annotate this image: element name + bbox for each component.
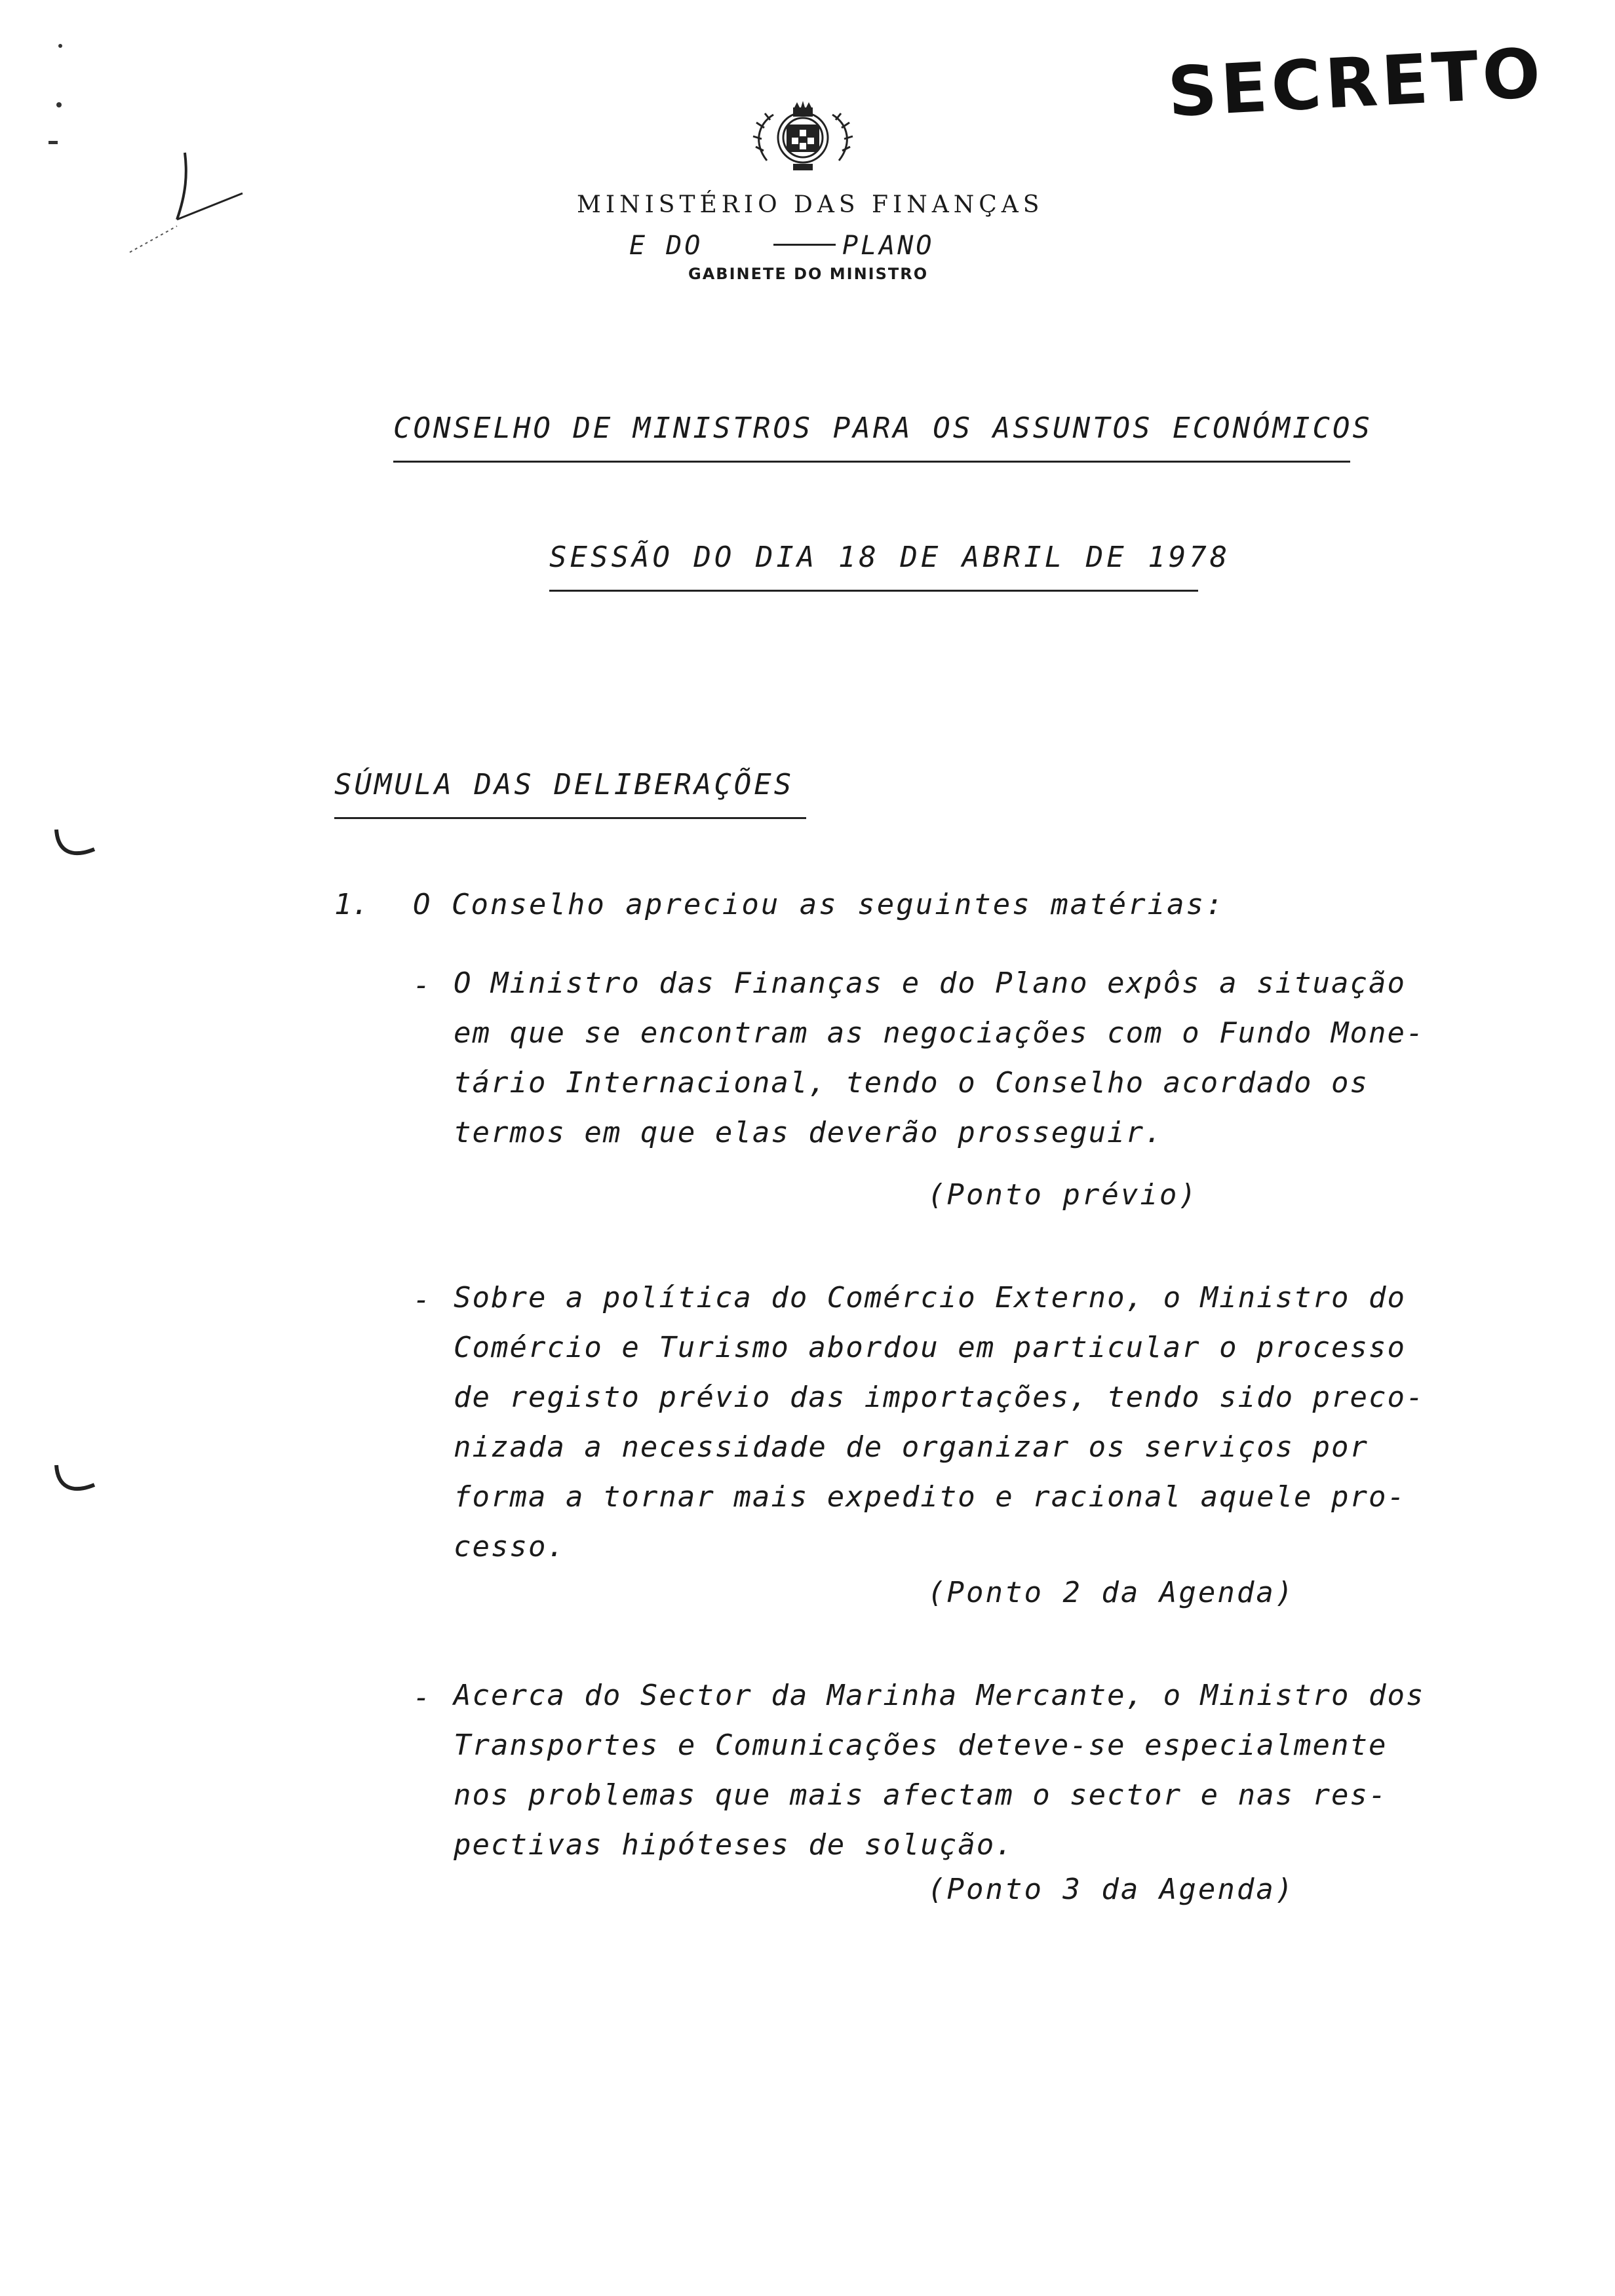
ministry-name: MINISTÉRIO DAS FINANÇAS [577, 191, 1044, 218]
council-underline [393, 461, 1350, 463]
item-number: 1. [334, 888, 369, 921]
item-intro: O Conselho apreciou as seguintes matérias: [413, 888, 1225, 921]
secret-stamp: SECRETO [1165, 33, 1546, 133]
coat-of-arms-icon [747, 98, 859, 177]
paragraph-line: Transportes e Comunicações deteve-se especialmente [454, 1729, 1388, 1762]
paragraph-line: nos problemas que mais afectam o sector e nas res- [454, 1778, 1388, 1812]
list-item [454, 1671, 1476, 1870]
paragraph-line: pectivas hipóteses de solução. [454, 1828, 1014, 1862]
ministry-line2-right: PLANO [842, 231, 935, 261]
margin-dots [46, 39, 72, 151]
agenda-reference: (Ponto prévio) [927, 1178, 1198, 1212]
paragraph-line: nizada a necessidade de organizar os serviços por [454, 1430, 1369, 1464]
paragraph-line: Comércio e Turismo abordou em particular o processo [454, 1331, 1407, 1364]
list-bullet: - [413, 1681, 431, 1714]
paragraph-line: Acerca do Sector da Marinha Mercante, o Ministro dos [454, 1679, 1425, 1712]
paragraph-line: Sobre a política do Comércio Externo, o Ministro do [454, 1281, 1407, 1314]
list-item [454, 959, 1476, 1158]
paragraph-line: O Ministro das Finanças e do Plano expôs a situação [454, 966, 1407, 1000]
session-underline [549, 590, 1198, 592]
handwritten-checkmark-icon [125, 147, 256, 259]
handwritten-tick-icon [52, 826, 98, 865]
paragraph-line: forma a tornar mais expedito e racional aquele pro- [454, 1480, 1407, 1514]
list-item [454, 1273, 1476, 1572]
section-heading: SÚMULA DAS DELIBERAÇÕES [334, 768, 794, 801]
session-title: SESSÃO DO DIA 18 DE ABRIL DE 1978 [549, 541, 1231, 574]
section-heading-underline [334, 817, 806, 819]
paragraph-line: de registo prévio das importações, tendo sido preco- [454, 1381, 1425, 1414]
paragraph-line: em que se encontram as negociações com o Fundo Mone- [454, 1016, 1425, 1050]
paragraph-line: termos em que elas deverão prosseguir. [454, 1116, 1163, 1149]
paragraph-line: cesso. [454, 1530, 566, 1563]
ministry-dash [773, 244, 836, 246]
ministry-line2-left: E DO [629, 231, 703, 261]
paragraph-line: tário Internacional, tendo o Conselho acordado os [454, 1066, 1369, 1100]
agenda-reference: (Ponto 2 da Agenda) [927, 1576, 1295, 1609]
agenda-reference: (Ponto 3 da Agenda) [927, 1873, 1295, 1906]
handwritten-tick-icon [52, 1461, 98, 1501]
list-bullet: - [413, 968, 431, 1002]
cabinet-label: GABINETE DO MINISTRO [688, 265, 929, 283]
council-title: CONSELHO DE MINISTROS PARA OS ASSUNTOS ECONÓMICOS [393, 411, 1373, 445]
list-bullet: - [413, 1283, 431, 1316]
